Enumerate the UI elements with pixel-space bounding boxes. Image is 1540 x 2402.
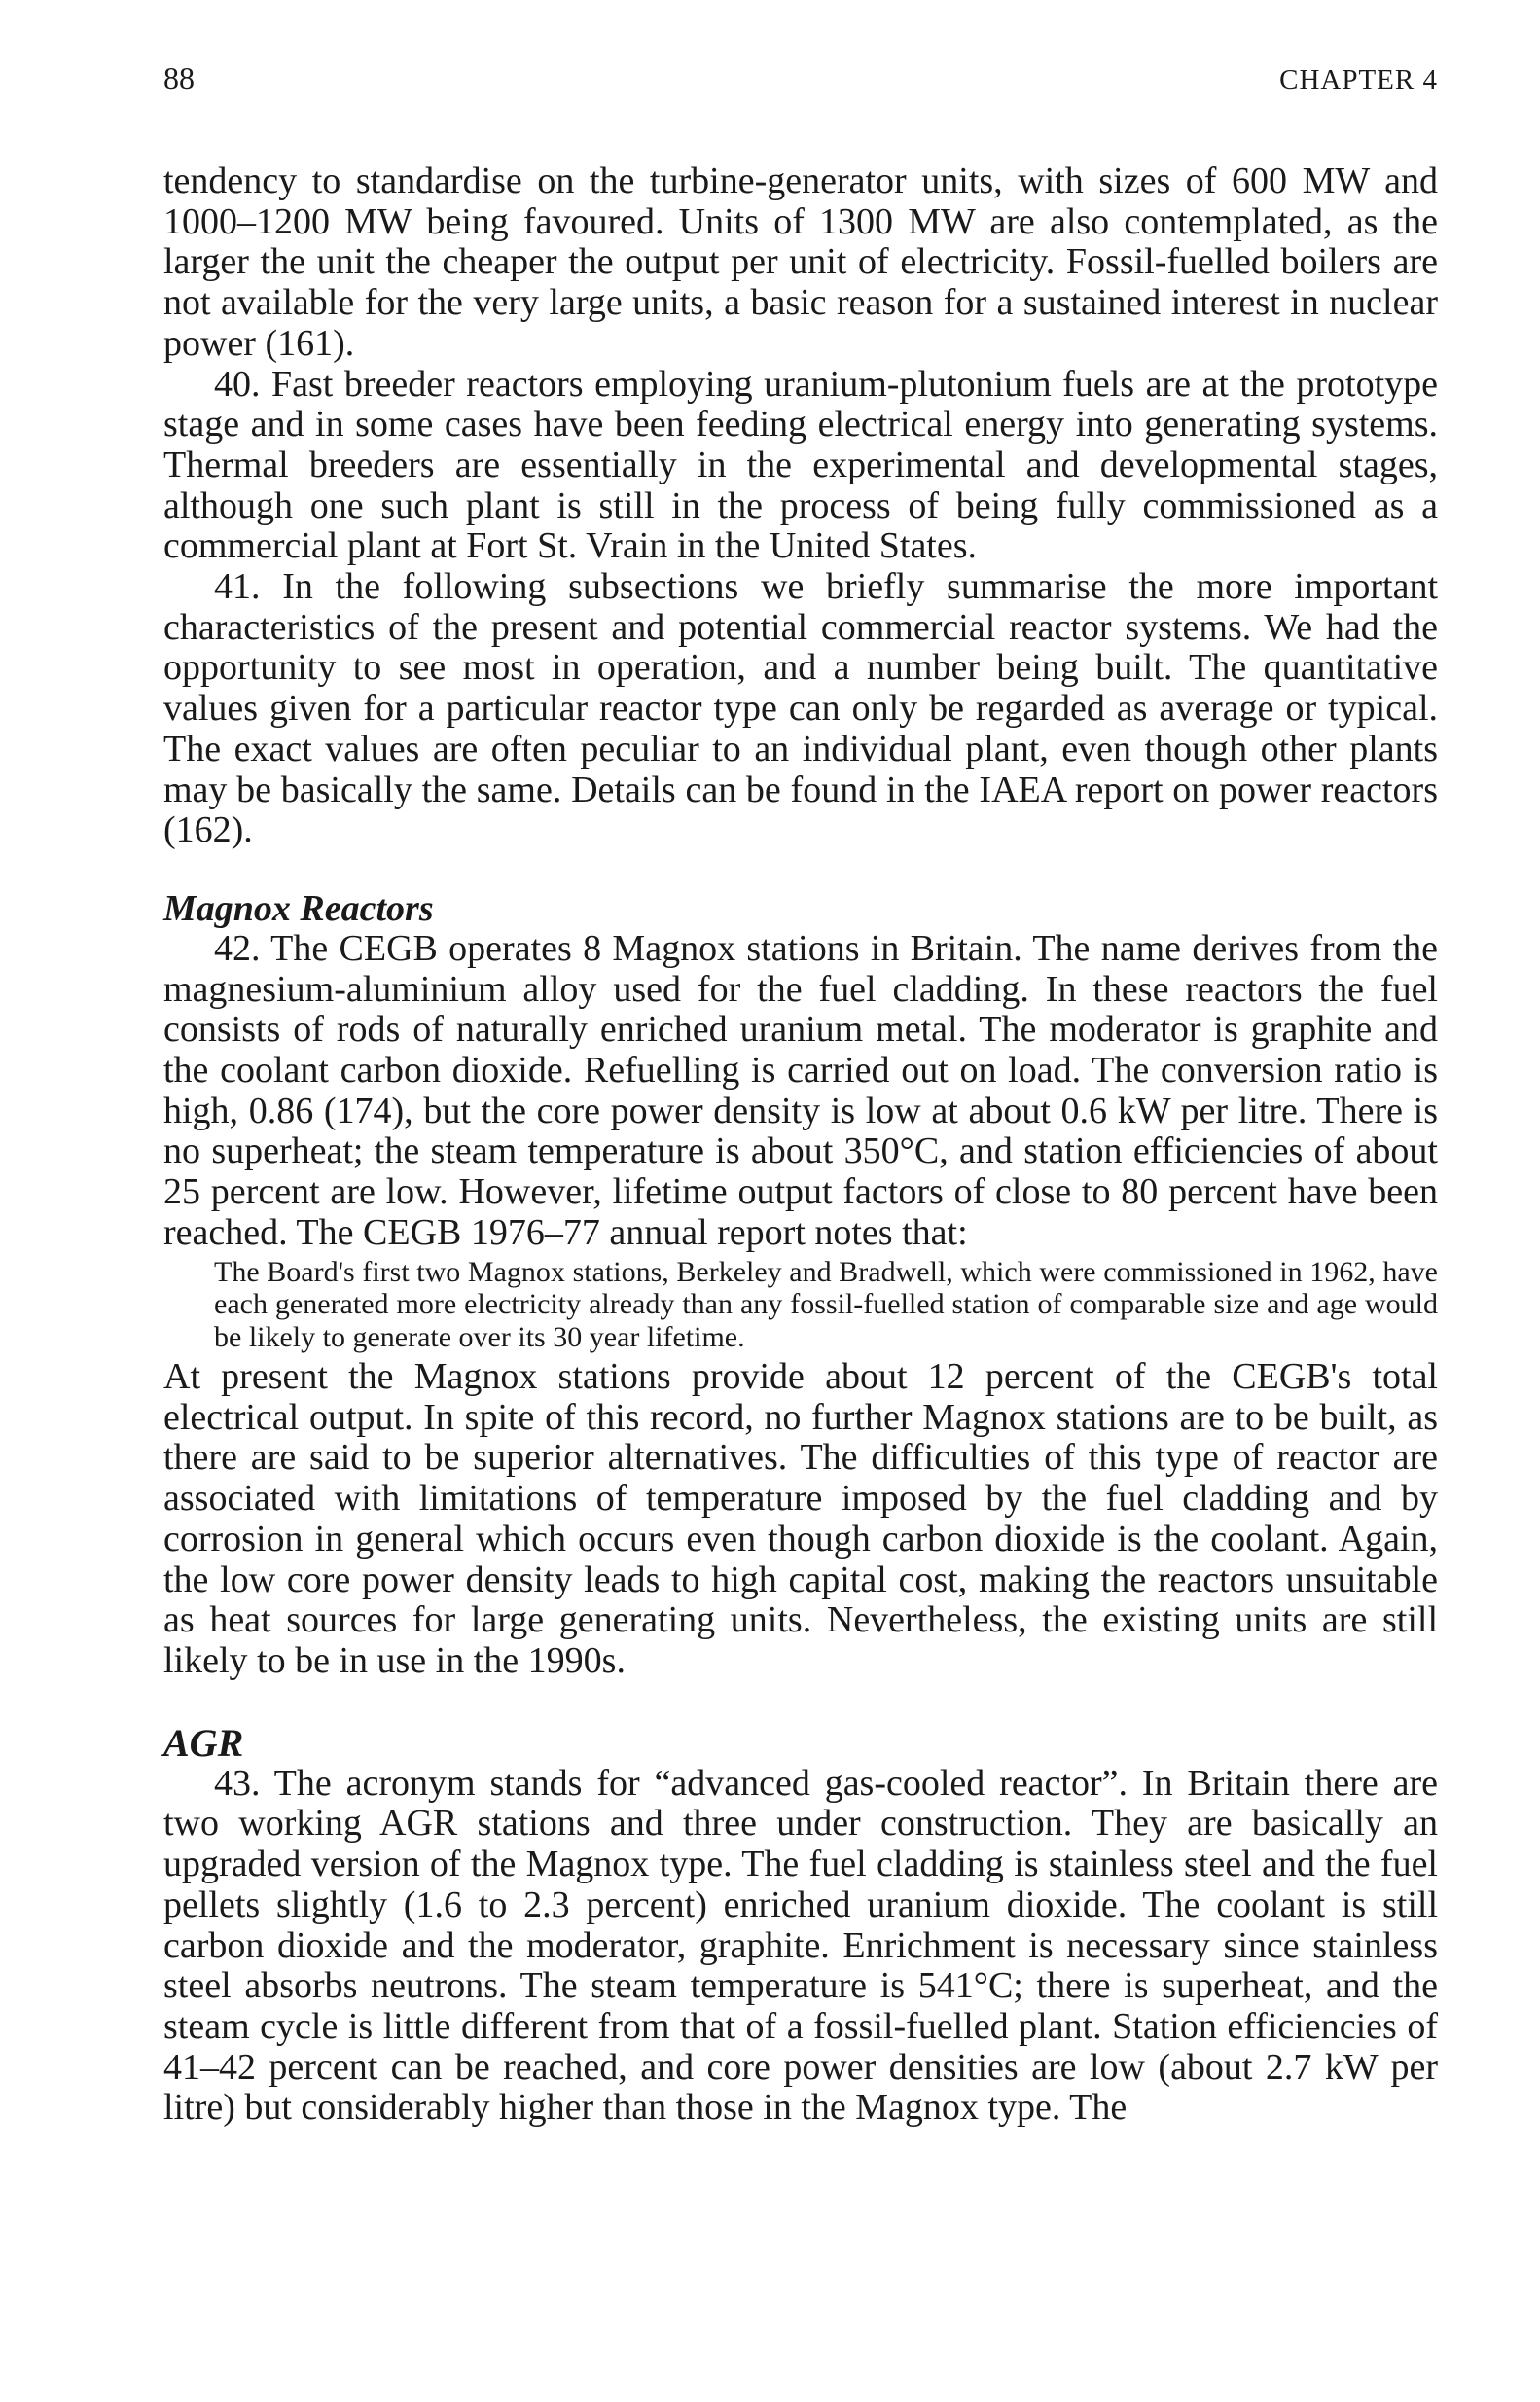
chapter-label: CHAPTER 4	[1279, 64, 1438, 95]
paragraph-41: 41. In the following subsections we briefly summarise the more important characteristics of the present and potential commercial reactor systems. We had the opportunity to see most in operation, and a number being built. The quantitative values given for a particular reactor type can only be regarded as average or typical. The exact values are often peculiar to an individual plant, even though other plants may be basically the same. Details can be found in the IAEA report on power reactors (162).	[163, 566, 1438, 851]
block-quote: The Board's first two Magnox stations, Berkeley and Bradwell, which were commissioned in 1962, have each generated more electricity already than any fossil-fuelled station of comparable size and age would be likely to generate over its 30 year lifetime.	[214, 1255, 1438, 1353]
paragraph-43: 43. The acronym stands for “advanced gas-cooled reactor”. In Britain there are two working AGR stations and three under construction. They are basically an upgraded version of the Magnox type. The fuel cladding is stainless steel and the fuel pellets slightly (1.6 to 2.3 percent) enriched uranium dioxide. The coolant is still carbon dioxide and the moderator, graphite. Enrichment is necessary since stainless steel absorbs neutrons. The steam temperature is 541°C; there is superheat, and the steam cycle is little different from that of a fossil-fuelled plant. Station efficiencies of 41–42 percent can be reached, and core power densities are low (about 2.7 kW per litre) but considerably higher than those in the Magnox type. The	[163, 1762, 1438, 2129]
paragraph-40: 40. Fast breeder reactors employing uranium-plutonium fuels are at the prototype stage and in some cases have been feeding electrical energy into generating systems. Thermal breeders are essentially in the experimental and developmental stages, although one such plant is still in the process of being fully commissioned as a commercial plant at Fort St. Vrain in the United States.	[163, 363, 1438, 567]
paragraph-continuation: tendency to standardise on the turbine-generator units, with sizes of 600 MW and 1000–1200 MW being favoured. Units of 1300 MW are also contemplated, as the larger the unit the cheaper the output per unit of electricity. Fossil-fuelled boilers are not available for the very large units, a basic reason for a sustained interest in nuclear power (161).	[163, 161, 1438, 364]
page-number: 88	[163, 60, 195, 95]
section-heading-agr: AGR	[163, 1720, 244, 1765]
paragraph-42-continued: At present the Magnox stations provide about 12 percent of the CEGB's total electrical output. In spite of this record, no further Magnox stations are to be built, as there are said to be superior alternatives. The difficulties of this type of reactor are associated with limitations of temperature imposed by the fuel cladding and by corrosion in general which occurs even though carbon dioxide is the coolant. Again, the low core power density leads to high capital cost, making the reactors unsuitable as heat sources for large generating units. Nevertheless, the existing units are still likely to be in use in the 1990s.	[163, 1356, 1438, 1681]
section-heading-magnox: Magnox Reactors	[163, 887, 434, 929]
paragraph-42: 42. The CEGB operates 8 Magnox stations in Britain. The name derives from the magnesium-aluminium alloy used for the fuel cladding. In these reactors the fuel consists of rods of naturally enriched uranium metal. The moderator is graphite and the coolant carbon dioxide. Refuelling is carried out on load. The conversion ratio is high, 0.86 (174), but the core power density is low at about 0.6 kW per litre. There is no superheat; the steam temperature is about 350°C, and station efficiencies of about 25 percent are low. However, lifetime output factors of close to 80 percent have been reached. The CEGB 1976–77 annual report notes that:	[163, 927, 1438, 1253]
running-head	[163, 58, 1438, 99]
book-page	[163, 58, 1438, 2129]
